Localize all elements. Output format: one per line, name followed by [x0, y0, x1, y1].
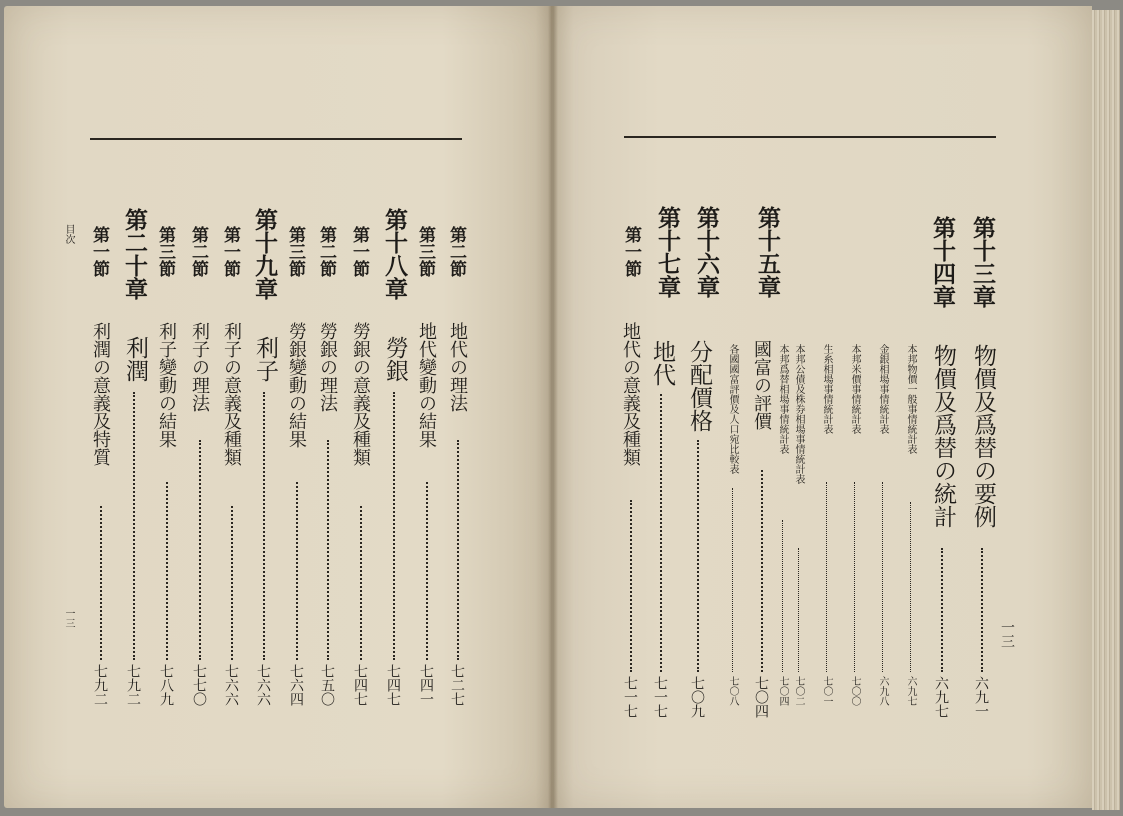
- leader-dots: [697, 440, 699, 672]
- leader-dots: [660, 394, 662, 672]
- toc-chapter-label: 第十七章: [654, 206, 680, 298]
- toc-page: 七九二: [92, 664, 108, 706]
- leader-dots: [133, 392, 135, 660]
- toc-title: 利子: [252, 336, 278, 382]
- page-number: 一三: [63, 608, 74, 628]
- leader-dots: [732, 488, 733, 672]
- toc-title: 利子變動の結果: [156, 322, 177, 448]
- leader-dots: [393, 392, 395, 660]
- toc-title: 地代の理法: [447, 322, 468, 412]
- running-header: 目次: [63, 224, 74, 244]
- toc-page: 七八九: [158, 664, 174, 706]
- leader-dots: [782, 520, 783, 672]
- toc-chapter-label: 第二十章: [121, 208, 147, 300]
- toc-title: 地代の意義及種類: [620, 322, 641, 466]
- leader-dots: [360, 506, 362, 660]
- toc-chapter-label: 第十八章: [381, 208, 407, 300]
- toc-page: 六九一: [973, 676, 989, 718]
- page-edges: [1092, 10, 1120, 810]
- leader-dots: [426, 482, 428, 660]
- leader-dots: [826, 482, 827, 672]
- toc-page: 七〇一: [821, 676, 832, 706]
- toc-page: 七一七: [652, 676, 668, 718]
- toc-subtitle: 本邦物價一般事情統計表: [905, 344, 916, 454]
- toc-label: 第一節: [349, 226, 369, 277]
- toc-subtitle: 本邦公債及株券相場事情統計表: [793, 344, 804, 484]
- toc-page: 七一七: [622, 676, 638, 718]
- toc-chapter-label: 第十四章: [929, 216, 955, 308]
- toc-chapter-label: 第十九章: [251, 208, 277, 300]
- right-header-rule: [624, 136, 996, 138]
- leader-dots: [231, 506, 233, 660]
- leader-dots: [761, 470, 763, 672]
- toc-page: 七〇四: [777, 676, 788, 706]
- toc-label: 第二節: [188, 226, 208, 277]
- toc-page: 七五〇: [319, 664, 335, 706]
- toc-label: 第一節: [220, 226, 240, 277]
- leader-dots: [296, 482, 298, 660]
- toc-chapter-label: 第十六章: [693, 206, 719, 298]
- toc-subtitle: 本邦米價事情統計表: [849, 344, 860, 434]
- toc-subtitle: 金銀相場事情統計表: [877, 344, 888, 434]
- toc-page: 七四一: [418, 664, 434, 706]
- toc-page: 六九七: [933, 676, 949, 718]
- toc-page: 七〇九: [689, 676, 705, 718]
- toc-title: 國富の評價: [751, 340, 772, 430]
- toc-subtitle: 各國國富評價及人口宛比較表: [727, 344, 738, 474]
- toc-chapter-label: 第十三章: [969, 216, 995, 308]
- leader-dots: [166, 482, 168, 660]
- toc-subtitle: 本邦爲替相場事情統計表: [777, 344, 788, 454]
- leader-dots: [263, 392, 265, 660]
- toc-page: 六九七: [905, 676, 916, 706]
- toc-label: 第一節: [89, 226, 109, 277]
- toc-page: 七九二: [125, 664, 141, 706]
- leader-dots: [100, 506, 102, 660]
- leader-dots: [981, 548, 983, 672]
- toc-title: 地代: [649, 340, 675, 386]
- toc-chapter-label: 第十五章: [754, 206, 780, 298]
- toc-label: 第一節: [621, 226, 641, 277]
- toc-title: 利子の意義及種類: [221, 322, 242, 466]
- toc-page: 六九八: [877, 676, 888, 706]
- leader-dots: [882, 482, 883, 672]
- toc-page: 七六六: [255, 664, 271, 706]
- page-number: 一三: [999, 620, 1015, 648]
- leader-dots: [457, 440, 459, 660]
- toc-title: 利子の理法: [189, 322, 210, 412]
- toc-page: 七六六: [223, 664, 239, 706]
- leader-dots: [910, 502, 911, 672]
- toc-title: 地代變動の結果: [416, 322, 437, 448]
- leader-dots: [854, 482, 855, 672]
- toc-page: 七〇〇: [849, 676, 860, 706]
- leader-dots: [941, 548, 943, 672]
- toc-page: 七〇二: [793, 676, 804, 706]
- toc-subtitle: 生糸相場事情統計表: [821, 344, 832, 434]
- toc-title: 分配價格: [686, 340, 712, 432]
- toc-title: 利潤: [122, 336, 148, 382]
- toc-page: 七六四: [288, 664, 304, 706]
- leader-dots: [199, 440, 201, 660]
- left-header-rule: [90, 138, 462, 140]
- toc-title: 勞銀の理法: [317, 322, 338, 412]
- toc-page: 七二七: [449, 664, 465, 706]
- toc-title: 物價及爲替の要例: [970, 344, 996, 528]
- toc-title: 利潤の意義及特質: [90, 322, 111, 466]
- toc-page: 七四七: [385, 664, 401, 706]
- leader-dots: [630, 500, 632, 672]
- toc-label: 第二節: [446, 226, 466, 277]
- toc-title: 勞銀の意義及種類: [350, 322, 371, 466]
- toc-label: 第三節: [415, 226, 435, 277]
- toc-label: 第二節: [316, 226, 336, 277]
- toc-page: 七〇四: [753, 676, 769, 718]
- toc-title: 勞銀: [382, 336, 408, 382]
- toc-title: 勞銀變動の結果: [286, 322, 307, 448]
- leader-dots: [327, 440, 329, 660]
- toc-title: 物價及爲替の統計: [930, 344, 956, 528]
- book-gutter: [548, 6, 558, 808]
- toc-label: 第三節: [155, 226, 175, 277]
- toc-page: 七七〇: [191, 664, 207, 706]
- toc-page: 七〇八: [727, 676, 738, 706]
- toc-page: 七四七: [352, 664, 368, 706]
- left-page: [4, 6, 552, 808]
- toc-label: 第三節: [285, 226, 305, 277]
- leader-dots: [798, 548, 799, 672]
